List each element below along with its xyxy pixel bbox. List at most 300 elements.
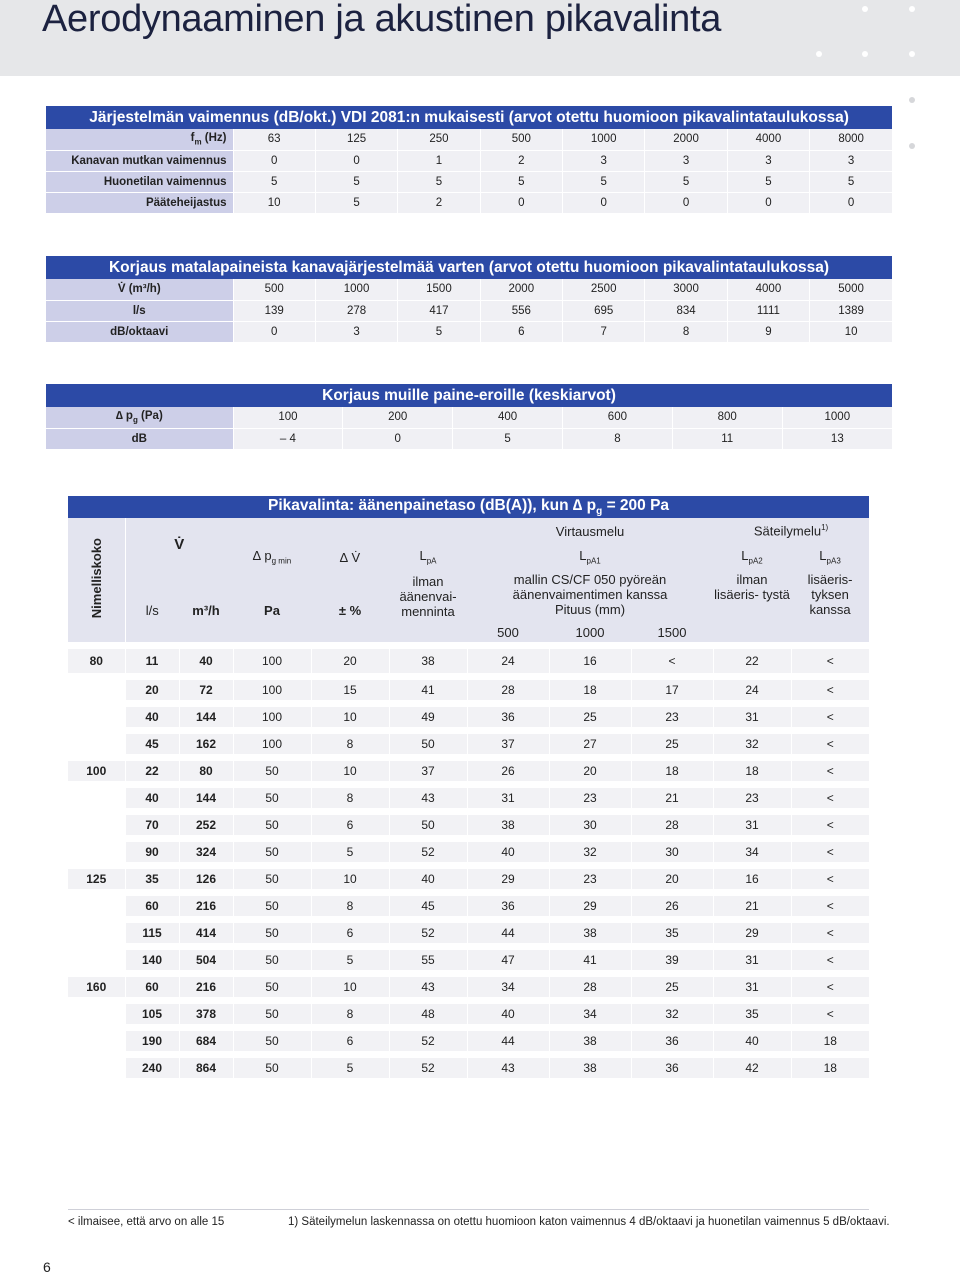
flow-ls-cell: 115 (125, 919, 179, 946)
table-cell: 0 (480, 192, 562, 213)
table-row (46, 192, 892, 213)
header-spacer (713, 622, 869, 642)
lpa-cell: 45 (389, 892, 467, 919)
flow-ls-cell: 40 (125, 703, 179, 730)
flow-ls-cell: 105 (125, 1000, 179, 1027)
table-row (68, 649, 869, 676)
table-cell: 7 (563, 321, 645, 342)
lpa3-cell: < (791, 973, 869, 1000)
flow-m3h-cell: 252 (179, 811, 233, 838)
lpa1-1500-cell: 23 (631, 703, 713, 730)
table-cell: 556 (480, 300, 562, 321)
lpa3-cell: < (791, 919, 869, 946)
lpa2-cell: 24 (713, 676, 791, 703)
lpa2-cell: 31 (713, 946, 791, 973)
lpa1-500-cell: 28 (467, 676, 549, 703)
lpa1-1500-cell: 18 (631, 757, 713, 784)
lpa2-cell: 31 (713, 703, 791, 730)
col-lpa: $L_{pA}$ (389, 544, 467, 570)
table-cell: 834 (645, 300, 727, 321)
flow-ls-cell: 60 (125, 973, 179, 1000)
flow-m3h-cell: 216 (179, 973, 233, 1000)
nominal-size-cell (68, 784, 125, 811)
lpa1-1000-cell: 34 (549, 1000, 631, 1027)
lpa1-1000-cell: 23 (549, 784, 631, 811)
lpa1-1000-cell: 30 (549, 811, 631, 838)
nominal-size-cell: 80 (68, 649, 125, 676)
row-label: l/s (46, 300, 233, 321)
dp-min-cell: 50 (233, 973, 311, 1000)
lpa1-1000-cell: 25 (549, 703, 631, 730)
dp-min-cell: 50 (233, 865, 311, 892)
lpa1-500-cell: 43 (467, 1054, 549, 1081)
dp-min-cell: 100 (233, 703, 311, 730)
row-label: Kanavan mutkan vaimennus (46, 150, 233, 171)
table-row (68, 784, 869, 811)
lpa1-1000-cell: 16 (549, 649, 631, 676)
table-row (68, 1027, 869, 1054)
lpa1-1000-cell: 41 (549, 946, 631, 973)
header-spacer (233, 518, 467, 544)
col-dp-min: ∆ $p_{g min}$ (233, 544, 311, 570)
table-cell: 250 (398, 129, 480, 150)
col-lpa1: $L_{pA1}$ (467, 544, 713, 570)
flow-ls-cell: 22 (125, 757, 179, 784)
lpa1-1500-cell: 28 (631, 811, 713, 838)
lpa3-cell: 18 (791, 1054, 869, 1081)
unit-pa: Pa (233, 570, 311, 622)
table-cell: 5 (398, 321, 480, 342)
nominal-size-cell: 100 (68, 757, 125, 784)
lpa1-1500-cell: 25 (631, 730, 713, 757)
lpa-cell: 52 (389, 919, 467, 946)
lpa1-1500-cell: 17 (631, 676, 713, 703)
nominal-size-cell (68, 892, 125, 919)
table-cell: 278 (315, 300, 397, 321)
lpa2-cell: 35 (713, 1000, 791, 1027)
table-row (46, 428, 892, 449)
dp-min-cell: 50 (233, 1027, 311, 1054)
desc-lpa2: ilman lisäeris- tystä (713, 570, 791, 622)
table-cell: 800 (672, 407, 782, 428)
table-row (68, 892, 869, 919)
dv-pct-cell: 5 (311, 946, 389, 973)
table-row (68, 730, 869, 757)
table-cell: 139 (233, 300, 315, 321)
table-cell: 3000 (645, 279, 727, 300)
low-pressure-correction-table (46, 256, 892, 343)
table-cell: 5 (563, 171, 645, 192)
flow-ls-cell: 60 (125, 892, 179, 919)
table-cell: 0 (810, 192, 892, 213)
table-cell: 8 (562, 428, 672, 449)
table-row (46, 150, 892, 171)
table-row (68, 973, 869, 1000)
dv-pct-cell: 10 (311, 703, 389, 730)
table-cell: 200 (343, 407, 453, 428)
flow-ls-cell: 140 (125, 946, 179, 973)
lpa-cell: 40 (389, 865, 467, 892)
flow-m3h-cell: 216 (179, 892, 233, 919)
table-cell: 63 (233, 129, 315, 150)
dp-min-cell: 100 (233, 730, 311, 757)
table-cell: 500 (480, 129, 562, 150)
lpa1-1500-cell: 39 (631, 946, 713, 973)
decor-dot (909, 97, 915, 103)
lpa-cell: 43 (389, 973, 467, 1000)
table-cell: 4000 (727, 279, 809, 300)
dv-pct-cell: 6 (311, 1027, 389, 1054)
lpa2-cell: 18 (713, 757, 791, 784)
dv-pct-cell: 10 (311, 865, 389, 892)
table-cell: 1000 (563, 129, 645, 150)
table-cell: 0 (233, 321, 315, 342)
flow-ls-cell: 45 (125, 730, 179, 757)
lpa1-500-cell: 40 (467, 838, 549, 865)
table-cell: 600 (562, 407, 672, 428)
dp-min-cell: 50 (233, 892, 311, 919)
page-number: 6 (43, 1259, 51, 1273)
col-lpa2: $L_{pA2}$ (713, 544, 791, 570)
table-row (68, 811, 869, 838)
table-row (46, 321, 892, 342)
lpa2-cell: 42 (713, 1054, 791, 1081)
lpa2-cell: 22 (713, 649, 791, 676)
lpa2-cell: 34 (713, 838, 791, 865)
decor-dot (816, 51, 822, 57)
row-label: ∆ $p_g$ (Pa) (46, 407, 233, 428)
table-cell: 2 (398, 192, 480, 213)
lpa1-500-cell: 37 (467, 730, 549, 757)
flow-m3h-cell: 504 (179, 946, 233, 973)
table-cell: 3 (727, 150, 809, 171)
nominal-size-cell (68, 838, 125, 865)
lpa-cell: 41 (389, 676, 467, 703)
lpa3-cell: < (791, 730, 869, 757)
lpa2-cell: 29 (713, 919, 791, 946)
length-500: 500 (467, 622, 549, 642)
table-title: Järjestelmän vaimennus (dB/okt.) VDI 2081:n mukaisesti (arvot otettu huomioon pikavalintataulukossa) (46, 106, 892, 129)
table-row (46, 300, 892, 321)
table-cell: 13 (782, 428, 892, 449)
lpa-cell: 50 (389, 811, 467, 838)
flow-m3h-cell: 864 (179, 1054, 233, 1081)
dp-min-cell: 50 (233, 784, 311, 811)
lpa1-1000-cell: 27 (549, 730, 631, 757)
table-cell: 5 (810, 171, 892, 192)
table-row (68, 757, 869, 784)
lpa1-500-cell: 26 (467, 757, 549, 784)
table-cell: 5 (233, 171, 315, 192)
dv-pct-cell: 5 (311, 1054, 389, 1081)
lpa1-1500-cell: 35 (631, 919, 713, 946)
table-cell: 100 (233, 407, 343, 428)
table-cell: 4000 (727, 129, 809, 150)
lpa2-cell: 32 (713, 730, 791, 757)
row-label: dB/oktaavi (46, 321, 233, 342)
flow-m3h-cell: 324 (179, 838, 233, 865)
dv-pct-cell: 8 (311, 892, 389, 919)
nominal-size-cell (68, 1000, 125, 1027)
table-cell: 8 (645, 321, 727, 342)
lpa-cell: 43 (389, 784, 467, 811)
lpa1-500-cell: 38 (467, 811, 549, 838)
row-label: Huonetilan vaimennus (46, 171, 233, 192)
pressure-correction-table (46, 384, 892, 450)
nominal-size-cell (68, 946, 125, 973)
table-row (68, 1000, 869, 1027)
decor-dot (862, 51, 868, 57)
row-label: V̇ (m³/h) (46, 279, 233, 300)
decor-dot (909, 51, 915, 57)
table-title-row (68, 496, 869, 518)
table-cell: 3 (645, 150, 727, 171)
decor-dot (909, 143, 915, 149)
lpa1-500-cell: 44 (467, 919, 549, 946)
dv-pct-cell: 10 (311, 973, 389, 1000)
flow-m3h-cell: 144 (179, 703, 233, 730)
dv-pct-cell: 6 (311, 919, 389, 946)
table-cell: 5 (645, 171, 727, 192)
lpa3-cell: < (791, 649, 869, 676)
table-row (68, 865, 869, 892)
dp-min-cell: 50 (233, 1000, 311, 1027)
lpa-cell: 50 (389, 730, 467, 757)
side-label-cell (68, 518, 125, 642)
lpa1-1000-cell: 32 (549, 838, 631, 865)
lpa3-cell: < (791, 865, 869, 892)
table-cell: 0 (645, 192, 727, 213)
lpa2-cell: 16 (713, 865, 791, 892)
table-row (68, 838, 869, 865)
dv-pct-cell: 5 (311, 838, 389, 865)
table-row (68, 1054, 869, 1081)
table-row (46, 407, 892, 428)
flow-m3h-cell: 40 (179, 649, 233, 676)
lpa3-cell: < (791, 838, 869, 865)
length-1000: 1000 (549, 622, 631, 642)
lpa2-cell: 40 (713, 1027, 791, 1054)
system-attenuation-table (46, 106, 892, 214)
lpa1-1500-cell: 30 (631, 838, 713, 865)
lpa3-cell: 18 (791, 1027, 869, 1054)
flow-m3h-cell: 378 (179, 1000, 233, 1027)
lpa1-500-cell: 34 (467, 973, 549, 1000)
lpa1-1500-cell: 36 (631, 1054, 713, 1081)
table-cell: 500 (233, 279, 315, 300)
dp-min-cell: 50 (233, 838, 311, 865)
footnote-radiated-noise: 1) Säteilymelun laskennassa on otettu huomioon katon vaimennus 4 dB/oktaavi ja huonetilan vaimennus 5 dB/oktaavi. (288, 1216, 890, 1228)
quick-selection-body (68, 649, 869, 1081)
nominal-size-cell (68, 730, 125, 757)
length-1500: 1500 (631, 622, 713, 642)
table-cell: 1389 (810, 300, 892, 321)
flow-m3h-cell: 684 (179, 1027, 233, 1054)
lpa1-1500-cell: 20 (631, 865, 713, 892)
flow-ls-cell: 90 (125, 838, 179, 865)
lpa1-1000-cell: 38 (549, 1027, 631, 1054)
lpa1-1000-cell: 28 (549, 973, 631, 1000)
lpa1-1500-cell: 25 (631, 973, 713, 1000)
decor-dot (909, 6, 915, 12)
lpa1-1000-cell: 20 (549, 757, 631, 784)
dp-min-cell: 100 (233, 676, 311, 703)
table-cell: 695 (563, 300, 645, 321)
lpa1-1000-cell: 38 (549, 919, 631, 946)
group-virtausmelu: Virtausmelu (467, 518, 713, 544)
header-row (68, 622, 869, 642)
table-cell: 400 (453, 407, 563, 428)
decor-dot (862, 6, 868, 12)
table-title-row (46, 384, 892, 407)
lpa1-1500-cell: 32 (631, 1000, 713, 1027)
flow-ls-cell: 190 (125, 1027, 179, 1054)
lpa1-500-cell: 36 (467, 892, 549, 919)
quick-selection-table (68, 496, 869, 1085)
flow-m3h-cell: 80 (179, 757, 233, 784)
table-cell: 1000 (782, 407, 892, 428)
table-row (68, 703, 869, 730)
table-cell: 5 (398, 171, 480, 192)
desc-lpa1: mallin CS/CF 050 pyöreän äänenvaimentimen kanssa Pituus (mm) (467, 570, 713, 622)
table-row (68, 676, 869, 703)
table-row (46, 279, 892, 300)
nominal-size-cell (68, 1027, 125, 1054)
nominal-size-cell (68, 676, 125, 703)
table-cell: 9 (727, 321, 809, 342)
flow-ls-cell: 240 (125, 1054, 179, 1081)
nominal-size-cell: 125 (68, 865, 125, 892)
footnote-less-than: < ilmaisee, että arvo on alle 15 (68, 1216, 225, 1228)
lpa3-cell: < (791, 1000, 869, 1027)
table-cell: 10 (233, 192, 315, 213)
table-cell: 5 (480, 171, 562, 192)
dp-min-cell: 50 (233, 757, 311, 784)
table-cell: 3 (563, 150, 645, 171)
table-cell: 417 (398, 300, 480, 321)
lpa1-500-cell: 40 (467, 1000, 549, 1027)
lpa1-1500-cell: < (631, 649, 713, 676)
unit-m3h: m³/h (179, 570, 233, 622)
table-cell: 5 (315, 171, 397, 192)
unit-ls: l/s (125, 570, 179, 622)
flow-ls-cell: 20 (125, 676, 179, 703)
lpa-cell: 49 (389, 703, 467, 730)
lpa1-500-cell: 36 (467, 703, 549, 730)
lpa3-cell: < (791, 757, 869, 784)
table-row (46, 171, 892, 192)
nominal-size-cell (68, 811, 125, 838)
lpa3-cell: < (791, 703, 869, 730)
lpa3-cell: < (791, 676, 869, 703)
table-cell: 3 (810, 150, 892, 171)
lpa1-500-cell: 24 (467, 649, 549, 676)
flow-m3h-cell: 414 (179, 919, 233, 946)
unit-pct: ± % (311, 570, 389, 622)
table-cell: 2500 (563, 279, 645, 300)
table-cell: 8000 (810, 129, 892, 150)
table-cell: 1111 (727, 300, 809, 321)
lpa3-cell: < (791, 784, 869, 811)
table-title: Korjaus muille paine-eroille (keskiarvot) (46, 384, 892, 407)
header-row (68, 518, 869, 544)
separator-row (68, 642, 869, 649)
lpa-cell: 55 (389, 946, 467, 973)
lpa-cell: 48 (389, 1000, 467, 1027)
lpa1-500-cell: 44 (467, 1027, 549, 1054)
table-cell: 2000 (480, 279, 562, 300)
lpa3-cell: < (791, 811, 869, 838)
lpa1-1000-cell: 23 (549, 865, 631, 892)
table-title: Pikavalinta: äänenpainetaso (dB(A)), kun ∆ $p_g = 200$ Pa (68, 496, 869, 518)
lpa1-500-cell: 31 (467, 784, 549, 811)
table-row (68, 946, 869, 973)
table-cell: 1500 (398, 279, 480, 300)
lpa-cell: 38 (389, 649, 467, 676)
table-cell: 0 (315, 150, 397, 171)
table-cell: 2000 (645, 129, 727, 150)
dv-pct-cell: 6 (311, 811, 389, 838)
flow-ls-cell: 11 (125, 649, 179, 676)
table-cell: 0 (727, 192, 809, 213)
flow-m3h-cell: 144 (179, 784, 233, 811)
group-sateilymelu: Säteilymelu$^{1)}$ (713, 518, 869, 544)
table-cell: 5 (453, 428, 563, 449)
table-cell: 1 (398, 150, 480, 171)
lpa2-cell: 23 (713, 784, 791, 811)
row-label: dB (46, 428, 233, 449)
nominal-size-cell: 160 (68, 973, 125, 1000)
dv-pct-cell: 8 (311, 1000, 389, 1027)
header-spacer (125, 622, 389, 642)
flow-ls-cell: 40 (125, 784, 179, 811)
table-cell: 0 (343, 428, 453, 449)
lpa-cell: 52 (389, 1027, 467, 1054)
lpa2-cell: 21 (713, 892, 791, 919)
table-cell: 2 (480, 150, 562, 171)
lpa1-1000-cell: 38 (549, 1054, 631, 1081)
flow-m3h-cell: 72 (179, 676, 233, 703)
col-lpa3: $L_{pA3}$ (791, 544, 869, 570)
dp-min-cell: 50 (233, 1054, 311, 1081)
desc-lpa: ilman äänenvai- menninta (389, 570, 467, 622)
nominal-size-cell (68, 1054, 125, 1081)
dp-min-cell: 100 (233, 649, 311, 676)
table-cell: 3 (315, 321, 397, 342)
footer-rule (68, 1209, 869, 1210)
desc-lpa3: lisäeris- tyksen kanssa (791, 570, 869, 622)
lpa-cell: 52 (389, 838, 467, 865)
table-row (68, 919, 869, 946)
lpa1-1500-cell: 36 (631, 1027, 713, 1054)
dv-pct-cell: 20 (311, 649, 389, 676)
nominal-size-cell (68, 919, 125, 946)
table-cell: 5 (315, 192, 397, 213)
header-spacer (389, 622, 467, 642)
lpa-cell: 52 (389, 1054, 467, 1081)
table-cell: – 4 (233, 428, 343, 449)
side-label: Nimelliskoko (88, 538, 104, 619)
nominal-size-cell (68, 703, 125, 730)
flow-m3h-cell: 162 (179, 730, 233, 757)
dp-min-cell: 50 (233, 946, 311, 973)
dv-pct-cell: 8 (311, 730, 389, 757)
table-cell: 6 (480, 321, 562, 342)
table-title-row (46, 106, 892, 129)
dv-pct-cell: 10 (311, 757, 389, 784)
table-cell: 0 (563, 192, 645, 213)
row-label: $f_m$ (Hz) (46, 129, 233, 150)
